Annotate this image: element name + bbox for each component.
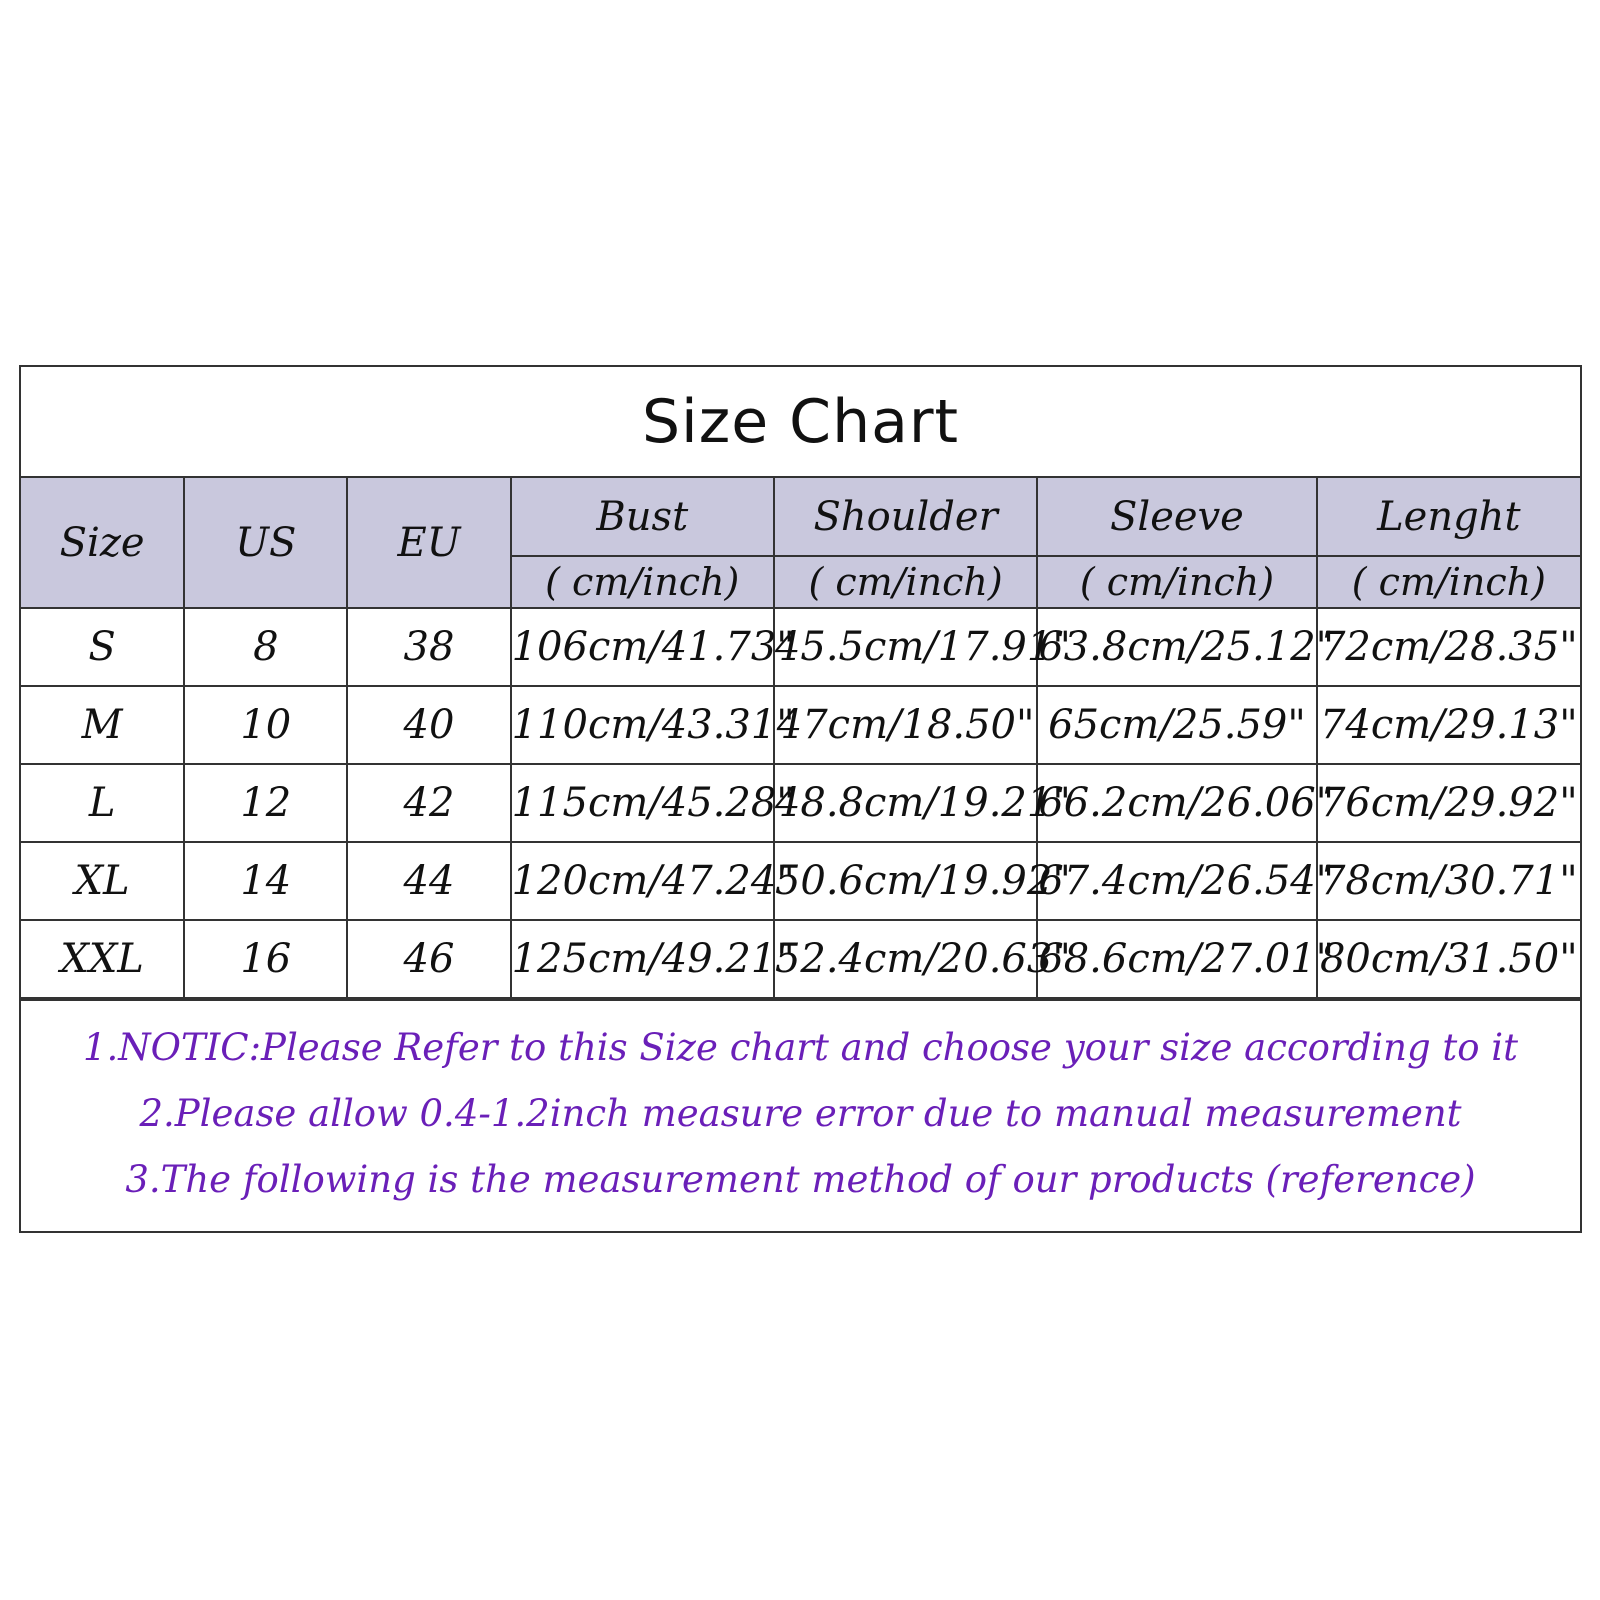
cell-us: 16 — [184, 920, 347, 998]
cell-size: S — [21, 608, 184, 686]
table-row — [21, 608, 1580, 686]
cell-size: XL — [21, 842, 184, 920]
table-row — [21, 764, 1580, 842]
cell-eu: 44 — [347, 842, 510, 920]
note-1: 1.NOTIC:Please Refer to this Size chart and choose your size according to it — [82, 1025, 1519, 1069]
table-row — [21, 686, 1580, 764]
cell-eu: 46 — [347, 920, 510, 998]
notes-section — [21, 999, 1580, 1226]
chart-title: Size Chart — [641, 386, 960, 457]
cell-sleeve: 66.2cm/26.06" — [1037, 764, 1316, 842]
cell-sleeve: 68.6cm/27.01" — [1037, 920, 1316, 998]
cell-us: 10 — [184, 686, 347, 764]
header-shoulder-unit: ( cm/inch) — [774, 556, 1037, 608]
cell-length: 72cm/28.35" — [1317, 608, 1580, 686]
table-row — [21, 842, 1580, 920]
cell-us: 12 — [184, 764, 347, 842]
note-2: 2.Please allow 0.4-1.2inch measure error due to manual measurement — [139, 1091, 1462, 1135]
size-chart — [19, 365, 1582, 1233]
cell-eu: 40 — [347, 686, 510, 764]
header-bust: Bust — [511, 478, 774, 556]
cell-shoulder: 47cm/18.50" — [774, 686, 1037, 764]
cell-eu: 42 — [347, 764, 510, 842]
cell-eu: 38 — [347, 608, 510, 686]
cell-us: 8 — [184, 608, 347, 686]
header-sleeve-unit: ( cm/inch) — [1037, 556, 1316, 608]
cell-us: 14 — [184, 842, 347, 920]
cell-length: 74cm/29.13" — [1317, 686, 1580, 764]
table-row — [21, 920, 1580, 998]
cell-sleeve: 67.4cm/26.54" — [1037, 842, 1316, 920]
header-length: Lenght — [1317, 478, 1580, 556]
size-table — [21, 478, 1580, 999]
header-row — [21, 478, 1580, 556]
cell-bust: 115cm/45.28" — [511, 764, 774, 842]
cell-size: XXL — [21, 920, 184, 998]
cell-length: 76cm/29.92" — [1317, 764, 1580, 842]
cell-shoulder: 50.6cm/19.92" — [774, 842, 1037, 920]
header-length-unit: ( cm/inch) — [1317, 556, 1580, 608]
cell-bust: 106cm/41.73" — [511, 608, 774, 686]
header-us: US — [184, 478, 347, 608]
header-shoulder: Shoulder — [774, 478, 1037, 556]
cell-sleeve: 65cm/25.59" — [1037, 686, 1316, 764]
cell-length: 78cm/30.71" — [1317, 842, 1580, 920]
note-3: 3.The following is the measurement method of our products (reference) — [125, 1157, 1476, 1201]
cell-bust: 125cm/49.21" — [511, 920, 774, 998]
cell-size: M — [21, 686, 184, 764]
cell-bust: 110cm/43.31" — [511, 686, 774, 764]
cell-length: 80cm/31.50" — [1317, 920, 1580, 998]
cell-shoulder: 45.5cm/17.91" — [774, 608, 1037, 686]
header-sleeve: Sleeve — [1037, 478, 1316, 556]
cell-shoulder: 48.8cm/19.21" — [774, 764, 1037, 842]
cell-sleeve: 63.8cm/25.12" — [1037, 608, 1316, 686]
cell-bust: 120cm/47.24" — [511, 842, 774, 920]
header-size: Size — [21, 478, 184, 608]
cell-shoulder: 52.4cm/20.63" — [774, 920, 1037, 998]
title-row — [21, 367, 1580, 478]
cell-size: L — [21, 764, 184, 842]
header-bust-unit: ( cm/inch) — [511, 556, 774, 608]
header-eu: EU — [347, 478, 510, 608]
